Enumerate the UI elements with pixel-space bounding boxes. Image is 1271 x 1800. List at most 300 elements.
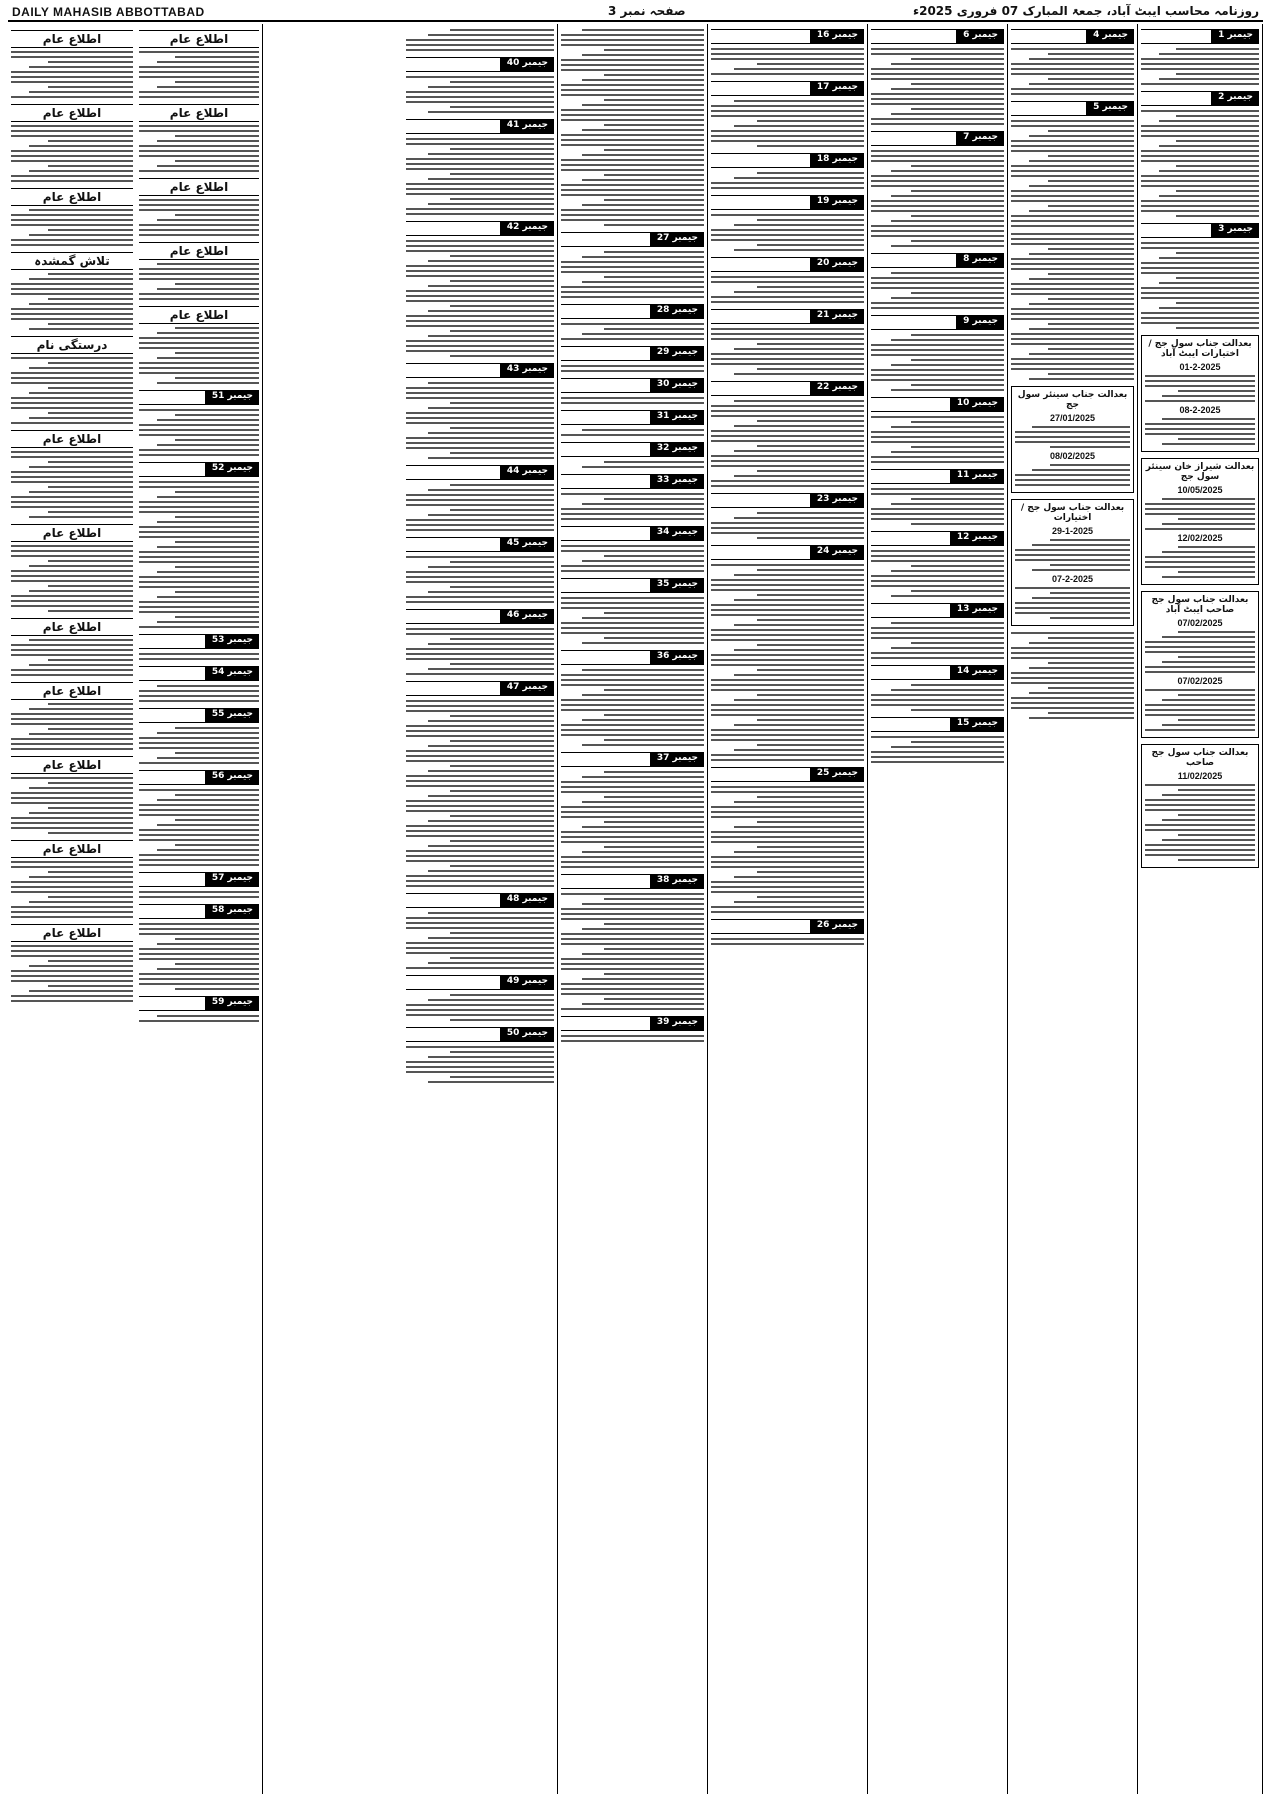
text-line (1145, 400, 1255, 402)
text-line (139, 814, 259, 816)
notice-block (11, 104, 133, 182)
text-line (757, 420, 864, 422)
text-line (1178, 438, 1255, 440)
notice-heading: اطلاع عام (11, 188, 133, 206)
text-line (561, 893, 704, 895)
text-line (1011, 283, 1134, 285)
notice-block (11, 924, 133, 1002)
text-line (1141, 210, 1259, 212)
text-line (561, 841, 704, 843)
badge-rule (711, 381, 811, 396)
text-line (604, 555, 704, 557)
advert-number-badge (1141, 223, 1259, 238)
text-line (406, 183, 554, 185)
text-line (757, 219, 864, 221)
text-line (711, 415, 864, 417)
text-line (891, 364, 1004, 366)
text-line (450, 840, 554, 842)
text-line (139, 268, 259, 270)
text-lines (406, 628, 554, 675)
text-line (139, 576, 259, 578)
text-line (711, 786, 864, 788)
text-line (11, 817, 133, 819)
advert-number-badge (711, 767, 864, 782)
text-line (1011, 88, 1134, 90)
text-line (406, 705, 554, 707)
text-line (1178, 694, 1255, 696)
advert-number-label: جیمبر 35 (651, 578, 704, 593)
text-line (1176, 327, 1259, 329)
text-line (561, 434, 704, 436)
text-line (711, 856, 864, 858)
text-line (139, 809, 259, 811)
text-line (139, 199, 259, 201)
advert-number-label: جیمبر 16 (811, 29, 864, 44)
text-lines (871, 334, 1004, 391)
text-line (1178, 859, 1255, 861)
text-line (757, 368, 864, 370)
text-line (871, 302, 1004, 304)
text-line (406, 300, 554, 302)
advert-number-badge (1141, 29, 1259, 44)
text-line (11, 654, 133, 656)
text-line (11, 797, 133, 799)
text-line (1011, 672, 1134, 674)
notice-block (11, 252, 133, 330)
advert-block (871, 397, 1004, 463)
text-line (428, 407, 554, 409)
text-line (1176, 165, 1259, 167)
text-line (139, 948, 259, 950)
text-line (139, 829, 259, 831)
text-line (1141, 297, 1259, 299)
text-line (11, 318, 133, 320)
text-line (11, 886, 133, 888)
text-line (406, 397, 554, 399)
text-line (1176, 48, 1259, 50)
text-line (911, 190, 1004, 192)
advert-block (406, 119, 554, 215)
text-line (48, 387, 133, 389)
text-line (582, 104, 704, 106)
text-line (871, 277, 1004, 279)
advert-number-label: جیمبر 4 (1087, 29, 1134, 44)
badge-rule (139, 666, 206, 681)
text-line (561, 134, 704, 136)
text-line (428, 962, 554, 964)
advert-number-label: جیمبر 1 (1212, 29, 1259, 44)
text-line (734, 801, 864, 803)
text-line (711, 639, 864, 641)
text-line (406, 750, 554, 752)
text-line (11, 891, 133, 893)
text-line (428, 310, 554, 312)
text-line (406, 320, 554, 322)
text-line (406, 163, 554, 165)
text-line (48, 298, 133, 300)
text-line (561, 89, 704, 91)
text-line (871, 550, 1004, 552)
advert-number-label: جیمبر 2 (1212, 91, 1259, 106)
text-line (1162, 839, 1256, 841)
text-line (11, 180, 133, 182)
text-line (1145, 428, 1255, 430)
text-line (450, 330, 554, 332)
text-line (406, 700, 554, 702)
text-line (1162, 819, 1256, 821)
advert-block (1141, 91, 1259, 217)
text-lines (711, 214, 864, 251)
text-line (911, 684, 1004, 686)
text-line (139, 789, 259, 791)
text-line (157, 968, 259, 970)
text-line (11, 970, 133, 972)
text-line (11, 496, 133, 498)
text-line (11, 397, 133, 399)
text-line (139, 928, 259, 930)
text-line (11, 718, 133, 720)
text-line (711, 684, 864, 686)
text-line (871, 78, 1004, 80)
text-line (734, 574, 864, 576)
court-caption: بعدالت جناب سینئر سول جج (1017, 390, 1128, 410)
text-line (561, 59, 704, 61)
text-line (911, 334, 1004, 336)
text-lines (1145, 418, 1255, 445)
advert-number-label: جیمبر 32 (651, 442, 704, 457)
text-line (911, 498, 1004, 500)
court-date-hearing: 08-2-2025 (1179, 405, 1221, 415)
advert-number-label: جیمبر 8 (957, 253, 1004, 268)
text-line (1011, 358, 1134, 360)
text-line (734, 624, 864, 626)
text-line (139, 551, 259, 553)
text-line (911, 292, 1004, 294)
text-line (406, 880, 554, 882)
text-line (406, 576, 554, 578)
text-line (911, 421, 1004, 423)
text-line (11, 219, 133, 221)
text-line (1176, 302, 1259, 304)
text-line (561, 159, 704, 161)
text-line (11, 135, 133, 137)
text-line (582, 978, 704, 980)
text-line (139, 342, 259, 344)
text-line (604, 461, 704, 463)
advert-number-label: جیمبر 25 (811, 767, 864, 782)
advert-block (711, 545, 864, 761)
badge-rule (711, 919, 811, 934)
text-line (428, 153, 554, 155)
text-lines (406, 1046, 554, 1083)
text-line (561, 729, 704, 731)
text-line (139, 737, 259, 739)
text-line (139, 155, 259, 157)
text-line (1011, 200, 1134, 202)
text-line (604, 689, 704, 691)
text-lines (711, 172, 864, 189)
text-line (11, 827, 133, 829)
badge-rule (406, 681, 501, 696)
text-lines (871, 684, 1004, 711)
notice-block (11, 682, 133, 750)
text-line (711, 58, 864, 60)
text-line (11, 56, 133, 58)
advert-number-badge (1141, 91, 1259, 106)
advert-block (139, 634, 259, 660)
text-line (175, 844, 259, 846)
text-line (48, 807, 133, 809)
text-line (11, 580, 133, 582)
text-line (711, 679, 864, 681)
text-line (734, 674, 864, 676)
advert-number-label: جیمبر 12 (951, 531, 1004, 546)
text-line (757, 537, 864, 539)
text-line (911, 565, 1004, 567)
text-line (1029, 378, 1134, 380)
text-line (871, 461, 1004, 463)
text-line (582, 1003, 704, 1005)
text-line (871, 68, 1004, 70)
text-line (561, 296, 704, 298)
text-line (911, 384, 1004, 386)
text-line (1145, 689, 1255, 691)
text-line (139, 658, 259, 660)
advert-number-badge (871, 469, 1004, 484)
badge-rule (871, 397, 951, 412)
text-line (561, 632, 704, 634)
court-caption: بعدالت جناب سول جج صاحب ایبٹ آباد (1151, 595, 1249, 615)
text-line (582, 903, 704, 905)
text-line (157, 757, 259, 759)
text-line (428, 86, 554, 88)
text-line (734, 450, 864, 452)
text-line (711, 739, 864, 741)
text-lines (561, 597, 704, 644)
advert-block (871, 253, 1004, 309)
text-line (48, 86, 133, 88)
text-lines (871, 550, 1004, 597)
text-line (1050, 446, 1131, 448)
text-lines (1145, 546, 1255, 578)
text-lines (406, 556, 554, 603)
text-line (406, 529, 554, 531)
text-line (157, 357, 259, 359)
advert-number-label: جیمبر 23 (811, 493, 864, 508)
text-line (1011, 268, 1134, 270)
badge-rule (406, 893, 501, 908)
text-line (175, 81, 259, 83)
text-line (11, 506, 133, 508)
court-date-filed: 07/02/2025 (1177, 618, 1223, 628)
text-line (428, 770, 554, 772)
text-line (29, 303, 133, 305)
text-line (157, 1015, 259, 1017)
text-line (1011, 707, 1134, 709)
text-line (561, 402, 704, 404)
text-line (1145, 671, 1255, 673)
advert-block (561, 1016, 704, 1042)
court-caption: بعدالت جناب سول جج صاحب (1151, 748, 1249, 768)
text-line (891, 503, 1004, 505)
text-lines (406, 29, 554, 51)
text-line (757, 445, 864, 447)
text-line (406, 800, 554, 802)
text-line (139, 978, 259, 980)
text-line (604, 328, 704, 330)
advert-number-badge (711, 29, 864, 44)
text-lines (711, 276, 864, 303)
text-line (157, 165, 259, 167)
text-line (1011, 333, 1134, 335)
advert-number-label: جیمبر 55 (206, 708, 259, 723)
text-line (711, 734, 864, 736)
text-line (1178, 546, 1255, 548)
text-line (711, 187, 864, 189)
advert-number-badge (406, 893, 554, 908)
text-line (139, 804, 259, 806)
text-line (406, 138, 554, 140)
text-line (582, 333, 704, 335)
text-line (1015, 474, 1130, 476)
badge-rule (1141, 91, 1212, 106)
advert-number-label: جیمبر 53 (206, 634, 259, 649)
advert-number-badge (406, 537, 554, 552)
text-line (29, 965, 133, 967)
text-line (406, 1004, 554, 1006)
text-lines (711, 400, 864, 487)
text-line (29, 367, 133, 369)
text-line (406, 825, 554, 827)
text-line (757, 744, 864, 746)
text-line (139, 958, 259, 960)
text-line (11, 422, 133, 424)
text-line (406, 952, 554, 954)
text-line (29, 328, 133, 330)
text-line (871, 508, 1004, 510)
text-line (1048, 687, 1134, 689)
advert-block (406, 221, 554, 357)
text-line (734, 100, 864, 102)
text-line (175, 516, 259, 518)
text-line (157, 799, 259, 801)
text-line (891, 426, 1004, 428)
advert-number-label: جیمبر 58 (206, 904, 259, 919)
text-line (711, 214, 864, 216)
text-line (29, 812, 133, 814)
text-line (1141, 180, 1259, 182)
column-col6 (403, 24, 558, 1794)
text-line (1162, 636, 1256, 638)
text-line (871, 560, 1004, 562)
text-line (139, 209, 259, 211)
text-line (139, 170, 259, 172)
text-line (561, 938, 704, 940)
text-line (911, 359, 1004, 361)
text-line (1029, 303, 1134, 305)
text-line (1145, 508, 1255, 510)
text-line (604, 276, 704, 278)
court-notice-block (1141, 335, 1259, 452)
text-line (450, 765, 554, 767)
text-line (29, 417, 133, 419)
text-line (1011, 145, 1134, 147)
text-line (711, 281, 864, 283)
text-line (561, 164, 704, 166)
text-line (757, 821, 864, 823)
text-line (711, 614, 864, 616)
advert-number-label: جیمبر 36 (651, 650, 704, 665)
text-line (711, 759, 864, 761)
text-line (11, 451, 133, 453)
text-line (1032, 544, 1130, 546)
text-line (1145, 528, 1255, 530)
text-lines (1145, 784, 1255, 821)
text-line (561, 831, 704, 833)
text-line (1145, 423, 1255, 425)
text-line (604, 771, 704, 773)
text-line (604, 973, 704, 975)
advert-number-badge (561, 474, 704, 489)
text-line (582, 281, 704, 283)
text-line (1029, 160, 1134, 162)
text-line (428, 335, 554, 337)
text-line (175, 794, 259, 796)
text-line (1145, 784, 1255, 786)
text-line (871, 657, 1004, 659)
text-line (711, 911, 864, 913)
text-line (561, 493, 704, 495)
column-col3 (868, 24, 1008, 1794)
text-line (428, 489, 554, 491)
notice-heading: اطلاع عام (139, 242, 259, 260)
text-line (157, 849, 259, 851)
text-line (139, 204, 259, 206)
text-line (757, 669, 864, 671)
text-line (711, 579, 864, 581)
text-line (175, 56, 259, 58)
text-line (48, 896, 133, 898)
badge-rule (871, 603, 951, 618)
text-line (1145, 380, 1255, 382)
text-lines (11, 273, 133, 330)
text-line (1011, 313, 1134, 315)
text-line (406, 633, 554, 635)
text-line (734, 291, 864, 293)
text-lines (561, 669, 704, 746)
advert-number-label: جیمبر 38 (651, 874, 704, 889)
text-line (428, 260, 554, 262)
text-line (561, 189, 704, 191)
text-line (1011, 338, 1134, 340)
advert-number-label: جیمبر 46 (501, 609, 554, 624)
text-line (11, 244, 133, 246)
text-line (871, 287, 1004, 289)
text-line (711, 659, 864, 661)
text-line (139, 481, 259, 483)
text-line (1050, 592, 1131, 594)
text-line (734, 599, 864, 601)
text-line (175, 566, 259, 568)
text-line (139, 347, 259, 349)
text-line (450, 427, 554, 429)
advert-number-label: جیمبر 3 (1212, 223, 1259, 238)
text-line (139, 586, 259, 588)
text-line (561, 597, 704, 599)
text-line (11, 906, 133, 908)
text-line (561, 1040, 704, 1042)
text-line (871, 103, 1004, 105)
